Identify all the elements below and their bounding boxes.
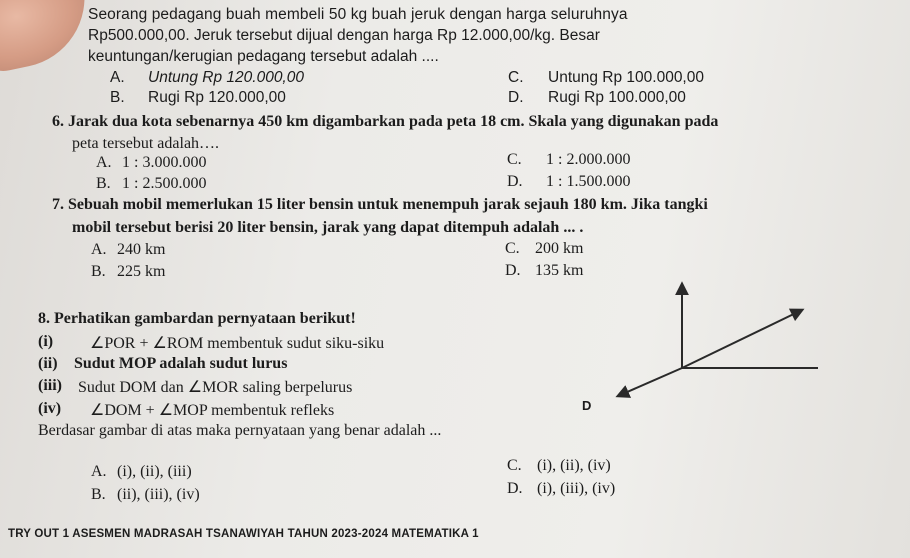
q6-option-b-letter[interactable]: B.: [96, 175, 111, 192]
q8-statement-2: Sudut MOP adalah sudut lurus: [74, 355, 288, 372]
q8-statement-2-num: (ii): [38, 355, 58, 372]
q8-option-b-letter[interactable]: B.: [91, 486, 106, 503]
q5-option-a[interactable]: Untung Rp 120.000,00: [148, 69, 304, 86]
q8-option-d-letter[interactable]: D.: [507, 480, 523, 497]
q8-statement-4-num: (iv): [38, 400, 62, 417]
angle-figure: [580, 278, 820, 458]
q6-option-a[interactable]: 1 : 3.000.000: [122, 154, 207, 171]
figure-label-d: D: [582, 398, 592, 413]
q8-statement-3-num: (iii): [38, 377, 62, 394]
q7-option-d[interactable]: 135 km: [535, 262, 584, 279]
page-footer: TRY OUT 1 ASESMEN MADRASAH TSANAWIYAH TAHUN 2023-2024 MATEMATIKA 1: [8, 528, 479, 540]
q8-option-d[interactable]: (i), (iii), (iv): [537, 480, 616, 497]
q7-option-b-letter[interactable]: B.: [91, 263, 106, 280]
q6-option-c-letter[interactable]: C.: [507, 151, 522, 168]
q8-statement-1-num: (i): [38, 333, 54, 350]
q8-question: Berdasar gambar di atas maka pernyataan yang benar adalah ...: [38, 422, 442, 439]
q5-option-a-letter[interactable]: A.: [110, 69, 125, 86]
q8-option-a[interactable]: (i), (ii), (iii): [117, 463, 192, 480]
q5-line2: Rp500.000,00. Jeruk tersebut dijual dengan harga Rp 12.000,00/kg. Besar: [88, 27, 600, 44]
q8-statement-4: ∠DOM + ∠MOP membentuk refleks: [90, 402, 335, 419]
q7-option-a[interactable]: 240 km: [117, 241, 166, 258]
q8-statement-1: ∠POR + ∠ROM membentuk sudut siku-siku: [90, 335, 385, 352]
q5-option-c-letter[interactable]: C.: [508, 69, 524, 86]
q8-option-c-letter[interactable]: C.: [507, 457, 522, 474]
q6-option-d-letter[interactable]: D.: [507, 173, 523, 190]
q6-option-a-letter[interactable]: A.: [96, 154, 112, 171]
q7-line2: mobil tersebut berisi 20 liter bensin, jarak yang dapat ditempuh adalah ... .: [72, 219, 584, 236]
q5-option-d-letter[interactable]: D.: [508, 89, 524, 106]
ray-to-d: [618, 368, 682, 396]
q8-option-b[interactable]: (ii), (iii), (iv): [117, 486, 200, 503]
q6-line1: 6. Jarak dua kota sebenarnya 450 km digambarkan pada peta 18 cm. Skala yang digunakan pada: [52, 113, 719, 130]
q6-line2: peta tersebut adalah….: [72, 135, 220, 152]
q6-option-b[interactable]: 1 : 2.500.000: [122, 175, 207, 192]
q5-line3: keuntungan/kerugian pedagang tersebut adalah ....: [88, 48, 439, 65]
q7-option-b[interactable]: 225 km: [117, 263, 166, 280]
q7-option-c-letter[interactable]: C.: [505, 240, 520, 257]
q5-option-b-letter[interactable]: B.: [110, 89, 125, 106]
q7-option-a-letter[interactable]: A.: [91, 241, 107, 258]
q8-line1: 8. Perhatikan gambardan pernyataan berikut!: [38, 310, 356, 327]
q7-option-d-letter[interactable]: D.: [505, 262, 521, 279]
q8-option-a-letter[interactable]: A.: [91, 463, 107, 480]
ray-upper-right: [682, 310, 802, 368]
q8-statement-3: Sudut DOM dan ∠MOR saling berpelurus: [78, 379, 353, 396]
q6-option-c[interactable]: 1 : 2.000.000: [546, 151, 631, 168]
q7-option-c[interactable]: 200 km: [535, 240, 584, 257]
q5-option-b[interactable]: Rugi Rp 120.000,00: [148, 89, 286, 106]
q6-option-d[interactable]: 1 : 1.500.000: [546, 173, 631, 190]
q8-option-c[interactable]: (i), (ii), (iv): [537, 457, 611, 474]
q5-line1: Seorang pedagang buah membeli 50 kg buah jeruk dengan harga seluruhnya: [88, 6, 628, 23]
q5-option-c[interactable]: Untung Rp 100.000,00: [548, 69, 704, 86]
q7-line1: 7. Sebuah mobil memerlukan 15 liter bensin untuk menempuh jarak sejauh 180 km. Jika tangki: [52, 196, 708, 213]
q5-option-d[interactable]: Rugi Rp 100.000,00: [548, 89, 686, 106]
